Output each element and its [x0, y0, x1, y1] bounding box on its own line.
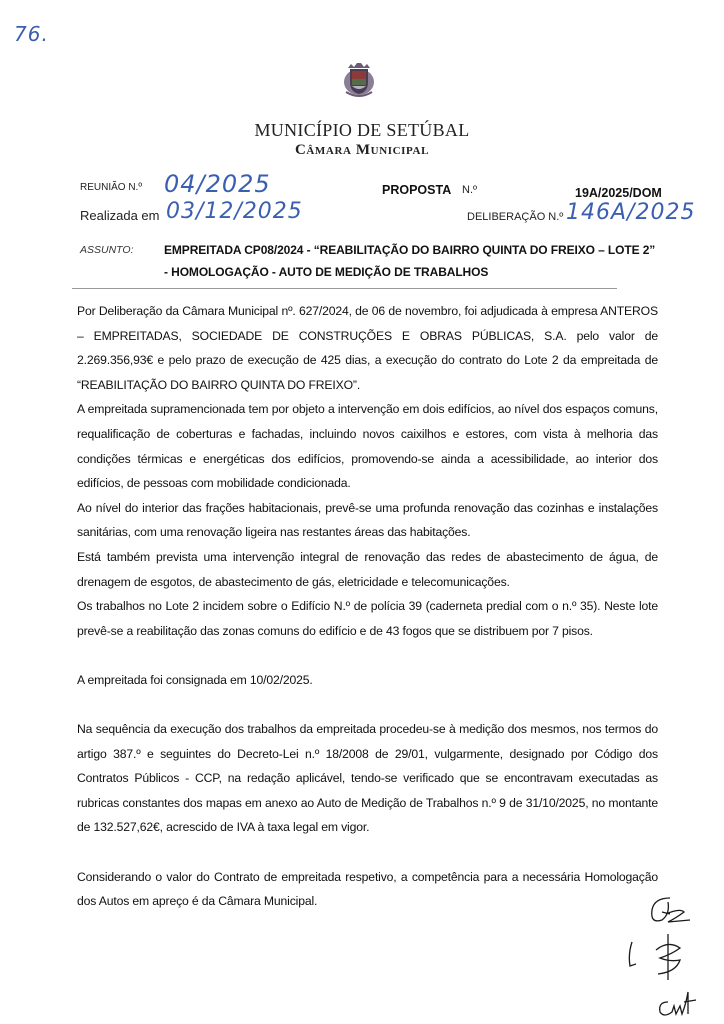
subject-line-2: - HOMOLOGAÇÃO - AUTO DE MEDIÇÃO DE TRABALHOS	[164, 265, 489, 279]
paragraph-networks: Está também prevista uma intervenção integral de renovação das redes de abastecimento de água, de drenagem de esgotos, de abastecimento de gás, eletricidade e telecomunicações.	[77, 549, 658, 589]
deliberation-label: DELIBERAÇÃO N.º	[467, 211, 564, 223]
paragraph-interior: Ao nível do interior das frações habitacionais, prevê-se uma profunda renovação das cozinhas e instalações sanitárias, com uma renovação ligeira nas restantes áreas das habitações.	[77, 500, 658, 540]
page-number-annotation: 76.	[14, 22, 49, 46]
held-on-value: 03/12/2025	[166, 199, 303, 224]
coat-of-arms-icon	[342, 62, 376, 98]
meeting-number-label: REUNIÃO N.º	[80, 182, 142, 193]
deliberation-number-value: 146A/2025	[566, 200, 696, 225]
meeting-number-value: 04/2025	[164, 170, 271, 198]
proposal-number: 19A/2025/DOM	[575, 186, 662, 200]
held-on-label: Realizada em	[80, 208, 160, 223]
paragraph-consignment: A empreitada foi consignada em 10/02/2025.	[77, 672, 313, 687]
header-divider	[72, 288, 617, 289]
proposal-no-label: N.º	[462, 184, 478, 196]
council-title: Câmara Municipal	[294, 142, 430, 158]
subject-line-1: EMPREITADA CP08/2024 - “REABILITAÇÃO DO BAIRRO QUINTA DO FREIXO – LOTE 2”	[164, 243, 656, 257]
proposal-body	[77, 299, 658, 914]
initials-signature-3-icon	[646, 932, 692, 984]
initials-signature-2-icon	[622, 938, 642, 978]
initials-signature-1-icon	[640, 892, 700, 932]
initials-signature-4-icon	[654, 984, 704, 1020]
paragraph-adjudication: Por Deliberação da Câmara Municipal nº. 627/2024, de 06 de novembro, foi adjudicada à empresa ANTEROS – EMPREITADAS, SOCIEDADE DE CONSTRUÇÕES E OBRAS PÚBLICAS, S.A. pelo valor de 2.269.356,93€ e pelo prazo de execução de 425 dias, a execução do contrato do Lote 2 da empreitada de “REABILITAÇÃO DO BAIRRO QUINTA DO FREIXO”.	[77, 304, 658, 392]
paragraph-lot-2: Os trabalhos no Lote 2 incidem sobre o Edifício N.º de polícia 39 (caderneta predial com o n.º 35). Neste lote prevê-se a reabilitação das zonas comuns do edifício e de 43 fogos que se distribuem por 7 pisos.	[77, 599, 658, 638]
proposal-label: PROPOSTA	[382, 183, 452, 197]
paragraph-measurement: Na sequência da execução dos trabalhos da empreitada procedeu-se à medição dos mesmos, nos termos do artigo 387.º e seguintes do Decreto-Lei n.º 18/2008 de 29/01, vulgarmente, designado por Código dos Contratos Públicos - CCP, na redação aplicável, tendo-se verificado que se encontravam executadas as rubricas constantes dos mapas em anexo ao Auto de Medição de Trabalhos n.º 9 de 31/10/2025, no montante de 132.527,62€, acrescido de IVA à taxa legal em vigor.	[77, 722, 658, 835]
municipality-title: MUNICÍPIO DE SETÚBAL	[254, 120, 470, 140]
subject-label: ASSUNTO:	[80, 244, 134, 256]
paragraph-competence: Considerando o valor do Contrato de empreitada respetivo, a competência para a necessária Homologação dos Autos em apreço é da Câmara Municipal.	[77, 869, 658, 909]
paragraph-scope: A empreitada supramencionada tem por objeto a intervenção em dois edifícios, ao nível dos espaços comuns, requalificação de coberturas e fachadas, incluindo novos caixilhos e estores, com vista à melhoria das condições térmicas e energéticas dos edifícios, promovendo-se ainda a acessibilidade, ao interior dos edifícios, de pessoas com mobilidade condicionada.	[77, 402, 658, 491]
